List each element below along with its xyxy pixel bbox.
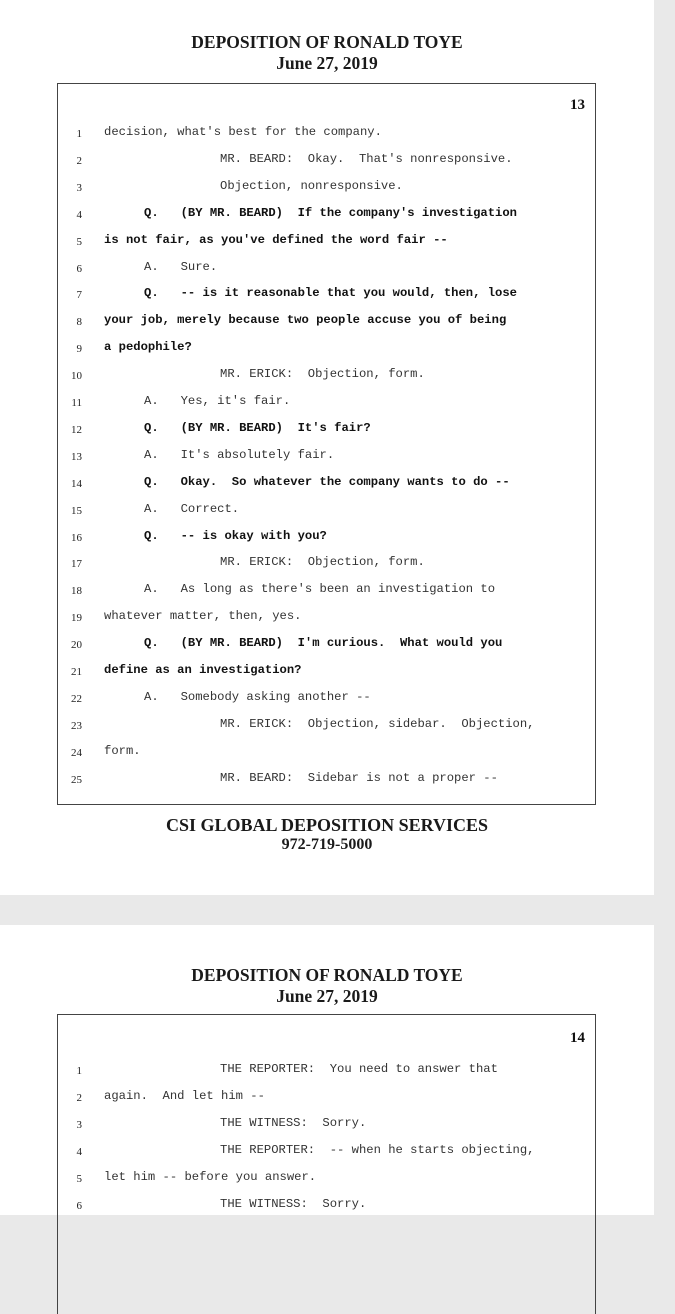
transcript-line xyxy=(58,447,597,467)
transcript-line xyxy=(58,151,597,171)
line-number: 5 xyxy=(76,235,82,248)
line-number: 4 xyxy=(76,1146,82,1158)
line-text: Q. (BY MR. BEARD) If the company's investigation xyxy=(144,205,517,220)
line-number: 25 xyxy=(71,773,82,786)
line-text: form. xyxy=(104,743,141,758)
transcript-line xyxy=(58,366,597,386)
line-text: THE REPORTER: -- when he starts objecting, xyxy=(220,1143,535,1157)
line-text: decision, what's best for the company. xyxy=(104,125,382,139)
transcript-line xyxy=(58,635,597,655)
transcript-line xyxy=(58,205,597,225)
deposition-title: DEPOSITION OF RONALD TOYE xyxy=(191,32,463,52)
line-text: THE REPORTER: You need to answer that xyxy=(220,1062,498,1076)
transcript-line xyxy=(58,689,597,709)
line-text: A. Yes, it's fair. xyxy=(144,394,291,408)
transcript-line xyxy=(58,393,597,413)
line-text: whatever matter, then, yes. xyxy=(104,609,302,624)
line-number: 8 xyxy=(76,316,82,329)
line-number: 17 xyxy=(71,558,82,571)
line-number: 11 xyxy=(71,397,82,409)
page-number: 13 xyxy=(570,97,585,113)
line-number: 15 xyxy=(71,504,82,517)
line-text: A. Sure. xyxy=(144,259,218,274)
line-number: 3 xyxy=(76,1119,82,1131)
line-number: 3 xyxy=(76,181,82,194)
line-text: again. And let him -- xyxy=(104,1089,265,1103)
transcript-line xyxy=(58,1061,597,1081)
transcript-line xyxy=(58,662,597,682)
line-text: Q. -- is okay with you? xyxy=(144,528,327,543)
line-number: 1 xyxy=(76,1065,82,1077)
transcript-line xyxy=(58,285,597,305)
line-text: MR. BEARD: Sidebar is not a proper -- xyxy=(220,770,498,785)
transcript-line xyxy=(58,178,597,198)
line-text: THE WITNESS: Sorry. xyxy=(220,1197,367,1211)
transcript-line xyxy=(58,1196,597,1216)
transcript-line xyxy=(58,1115,597,1135)
transcript-frame xyxy=(57,1014,596,1314)
line-text: MR. ERICK: Objection, sidebar. Objection, xyxy=(220,716,535,731)
line-text: A. Correct. xyxy=(144,501,240,516)
transcript-line xyxy=(58,339,597,359)
transcript-line xyxy=(58,770,597,790)
transcript-line xyxy=(58,259,597,279)
line-number: 19 xyxy=(71,612,82,625)
line-text: a pedophile? xyxy=(104,340,192,355)
line-number: 21 xyxy=(71,666,82,678)
line-text: is not fair, as you've defined the word fair -- xyxy=(104,232,448,247)
deposition-date: June 27, 2019 xyxy=(276,986,378,1006)
transcript-line xyxy=(58,474,597,494)
transcript-line xyxy=(58,501,597,521)
line-number: 2 xyxy=(76,154,82,167)
line-text: let him -- before you answer. xyxy=(104,1170,317,1184)
transcript-line xyxy=(58,1169,597,1189)
line-number: 16 xyxy=(71,531,82,544)
line-number: 2 xyxy=(76,1092,82,1104)
line-number: 9 xyxy=(76,343,82,356)
transcript-line xyxy=(58,528,597,548)
transcript-page-14 xyxy=(0,925,654,1215)
line-number: 10 xyxy=(71,370,82,383)
transcript-line xyxy=(58,1088,597,1108)
line-number: 13 xyxy=(71,450,82,463)
line-text: A. Somebody asking another -- xyxy=(144,689,371,704)
line-number: 22 xyxy=(71,692,82,705)
deposition-date: June 27, 2019 xyxy=(276,53,378,73)
transcript-line xyxy=(58,554,597,574)
line-text: A. It's absolutely fair. xyxy=(144,447,335,462)
line-number: 4 xyxy=(76,208,82,221)
line-number: 12 xyxy=(71,423,82,436)
footer-phone: 972-719-5000 xyxy=(281,836,373,853)
line-text: MR. ERICK: Objection, form. xyxy=(220,367,425,382)
line-text: Objection, nonresponsive. xyxy=(220,178,403,193)
transcript-line xyxy=(58,124,597,144)
line-number: 23 xyxy=(71,719,82,732)
line-text: MR. ERICK: Objection, form. xyxy=(220,555,425,570)
transcript-line xyxy=(58,312,597,332)
line-number: 20 xyxy=(71,639,82,652)
line-text: A. As long as there's been an investigation to xyxy=(144,582,496,597)
line-number: 1 xyxy=(76,128,82,140)
line-text: Q. -- is it reasonable that you would, then, lose xyxy=(144,286,517,301)
line-text: MR. BEARD: Okay. That's nonresponsive. xyxy=(220,151,513,166)
footer-company: CSI GLOBAL DEPOSITION SERVICES xyxy=(166,815,488,835)
transcript-frame xyxy=(57,83,596,805)
transcript-line xyxy=(58,232,597,252)
line-text: your job, merely because two people accuse you of being xyxy=(104,313,507,328)
line-number: 5 xyxy=(76,1173,82,1185)
line-text: Q. Okay. So whatever the company wants to do -- xyxy=(144,474,510,489)
deposition-title: DEPOSITION OF RONALD TOYE xyxy=(191,965,463,985)
line-number: 14 xyxy=(71,477,82,490)
line-number: 24 xyxy=(71,746,82,759)
transcript-line xyxy=(58,420,597,440)
transcript-line xyxy=(58,581,597,601)
transcript-line xyxy=(58,716,597,736)
transcript-line xyxy=(58,1142,597,1162)
line-text: THE WITNESS: Sorry. xyxy=(220,1116,367,1130)
line-text: Q. (BY MR. BEARD) It's fair? xyxy=(144,420,371,435)
transcript-line xyxy=(58,608,597,628)
line-text: define as an investigation? xyxy=(104,663,302,677)
line-text: Q. (BY MR. BEARD) I'm curious. What would you xyxy=(144,636,503,651)
line-number: 6 xyxy=(76,262,82,275)
line-number: 7 xyxy=(76,289,82,302)
line-number: 6 xyxy=(76,1200,82,1212)
transcript-line xyxy=(58,743,597,763)
line-number: 18 xyxy=(71,585,82,598)
page-number: 14 xyxy=(570,1030,585,1046)
